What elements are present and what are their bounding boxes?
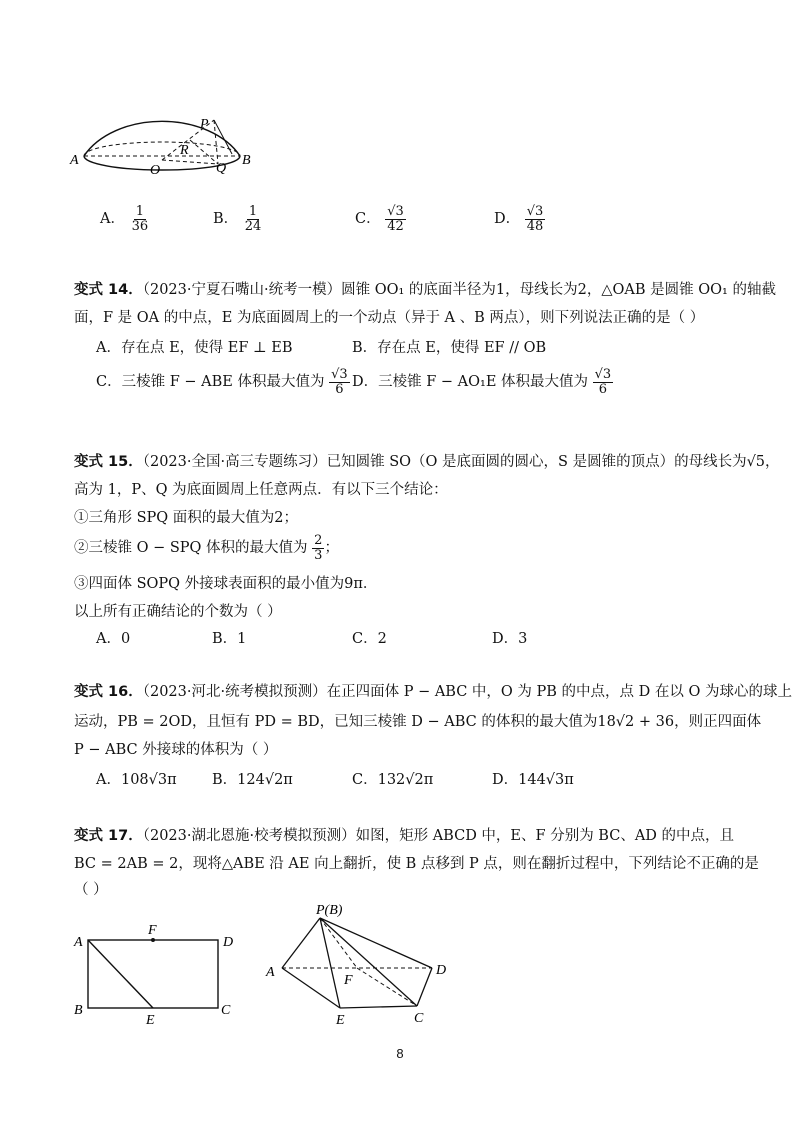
- fig2-label-D: D: [436, 963, 447, 978]
- fig13-label-P: P: [200, 117, 209, 132]
- q15-option-a[interactable]: A．0: [96, 631, 131, 647]
- q15-statement-3: ③四面体 SOPQ 外接球表面积的最小值为9π．: [74, 576, 378, 592]
- fraction: $\frac{√3}{42}$: [387, 204, 404, 234]
- fig13-label-O: O: [150, 163, 161, 178]
- q15-line1: [74, 450, 780, 471]
- q15-line2: 高为 1，P、Q 为底面圆周上任意两点．有以下三个结论：: [74, 482, 448, 498]
- q13-option-d[interactable]: [494, 205, 545, 233]
- fig1-label-B: B: [74, 1003, 83, 1018]
- page-number: 8: [396, 1046, 404, 1061]
- q15-statement-2: [74, 534, 339, 562]
- q13-option-a[interactable]: [100, 205, 150, 233]
- fig2-label-F: F: [344, 973, 353, 988]
- fig13-label-R: R: [180, 143, 189, 158]
- fig2-label-E: E: [336, 1013, 345, 1028]
- q16-option-c[interactable]: C．132√2π: [352, 772, 434, 788]
- statement-punct: ；: [324, 540, 339, 557]
- option-label: C．: [355, 211, 381, 228]
- q16-option-a[interactable]: A．108√3π: [96, 772, 177, 788]
- fraction: $\frac{1}{24}$: [244, 204, 262, 234]
- question-text: （2023·宁夏石嘴山·统考一模）圆锥 OO₁ 的底面半径为1，母线长为2，△OAB 是圆锥 OO₁ 的轴截: [142, 282, 776, 298]
- q15-option-d[interactable]: D．3: [492, 631, 528, 647]
- fraction: $\frac{1}{36}$: [131, 204, 149, 234]
- question-text: （2023·河北·统考模拟预测）在正四面体 P − ABC 中，O 为 PB 的中点，点 D 在以 O 为球心的球上: [142, 684, 793, 700]
- option-label: A．: [100, 211, 125, 228]
- fig13-label-B: B: [242, 153, 251, 168]
- q14-line2: 面，F 是 OA 的中点，E 为底面圆周上的一个动点（异于 A 、B 两点），则下列说法正确的是（ ）: [74, 310, 705, 326]
- question-number: 变式 14．: [74, 282, 143, 298]
- question-text: （2023·湖北恩施·校考模拟预测）如图，矩形 ABCD 中，E、F 分别为 BC、AD 的中点，且: [142, 828, 735, 844]
- q16-line2: 运动，PB = 2OD，且恒有 PD = BD，已知三棱锥 D − ABC 的体积的最大值为18√2 + 36，则正四面体: [74, 714, 762, 730]
- q13-option-c[interactable]: [355, 205, 406, 233]
- q14-line1: [74, 278, 776, 299]
- fig13-label-Q: Q: [216, 161, 227, 176]
- question-number: 变式 16．: [74, 684, 143, 700]
- fraction: $\frac{√3}{48}$: [526, 204, 544, 234]
- fig2-label-A: A: [266, 965, 275, 980]
- q15-option-b[interactable]: B．1: [212, 631, 247, 647]
- q14-option-b[interactable]: B．存在点 E，使得 EF // OB: [352, 340, 547, 356]
- option-label: D．: [494, 211, 521, 228]
- q16-option-d[interactable]: D．144√3π: [492, 772, 574, 788]
- q17-line2: BC = 2AB = 2，现将△ABE 沿 AE 向上翻折，使 B 点移到 P 点，则在翻折过程中，下列结论不正确的是: [74, 856, 759, 872]
- q16-line3: P − ABC 外接球的体积为（ ）: [74, 742, 278, 758]
- q14-option-c[interactable]: [96, 368, 350, 396]
- q17-line1: [74, 824, 734, 845]
- question-number: 变式 17．: [74, 828, 143, 844]
- q15-ask: 以上所有正确结论的个数为（ ）: [74, 604, 282, 620]
- fig1-label-C: C: [221, 1003, 231, 1018]
- fig1-label-D: D: [223, 935, 234, 950]
- option-text: D．三棱锥 F − AO₁E 体积最大值为: [352, 374, 589, 391]
- option-text: C．三棱锥 F − ABE 体积最大值为: [96, 374, 325, 391]
- fig13-label-A: A: [70, 153, 79, 168]
- statement-text: ②三棱锥 O − SPQ 体积的最大值为: [74, 540, 308, 557]
- question-number: 变式 15．: [74, 454, 143, 470]
- question-text: （2023·全国·高三专题练习）已知圆锥 SO（O 是底面圆的圆心，S 是圆锥的顶点）的母线长为√5，: [142, 454, 780, 470]
- q16-line1: [74, 680, 792, 701]
- q13-option-b[interactable]: [213, 205, 263, 233]
- fig1-label-A: A: [74, 935, 83, 950]
- option-label: B．: [213, 211, 239, 228]
- q16-option-b[interactable]: B．124√2π: [212, 772, 293, 788]
- fraction: $\frac{√3}{6}$: [331, 367, 348, 397]
- fig2-label-C: C: [414, 1011, 424, 1026]
- fig1-label-F: F: [148, 923, 157, 938]
- fig2-label-P: P(B): [316, 903, 343, 918]
- q14-option-a[interactable]: A．存在点 E，使得 EF ⊥ EB: [96, 340, 293, 356]
- folded-figure: [262, 898, 462, 1030]
- fig1-label-E: E: [146, 1013, 155, 1028]
- q15-statement-1: ①三角形 SPQ 面积的最大值为2；: [74, 510, 299, 526]
- fraction: $\frac{√3}{6}$: [594, 367, 612, 397]
- q15-option-c[interactable]: C．2: [352, 631, 387, 647]
- rectangle-figure: [66, 920, 246, 1030]
- hemisphere-figure: [66, 88, 266, 188]
- q14-option-d[interactable]: [352, 368, 613, 396]
- q17-line3: （ ）: [74, 882, 108, 898]
- fraction: $\frac{2}{3}$: [314, 533, 323, 563]
